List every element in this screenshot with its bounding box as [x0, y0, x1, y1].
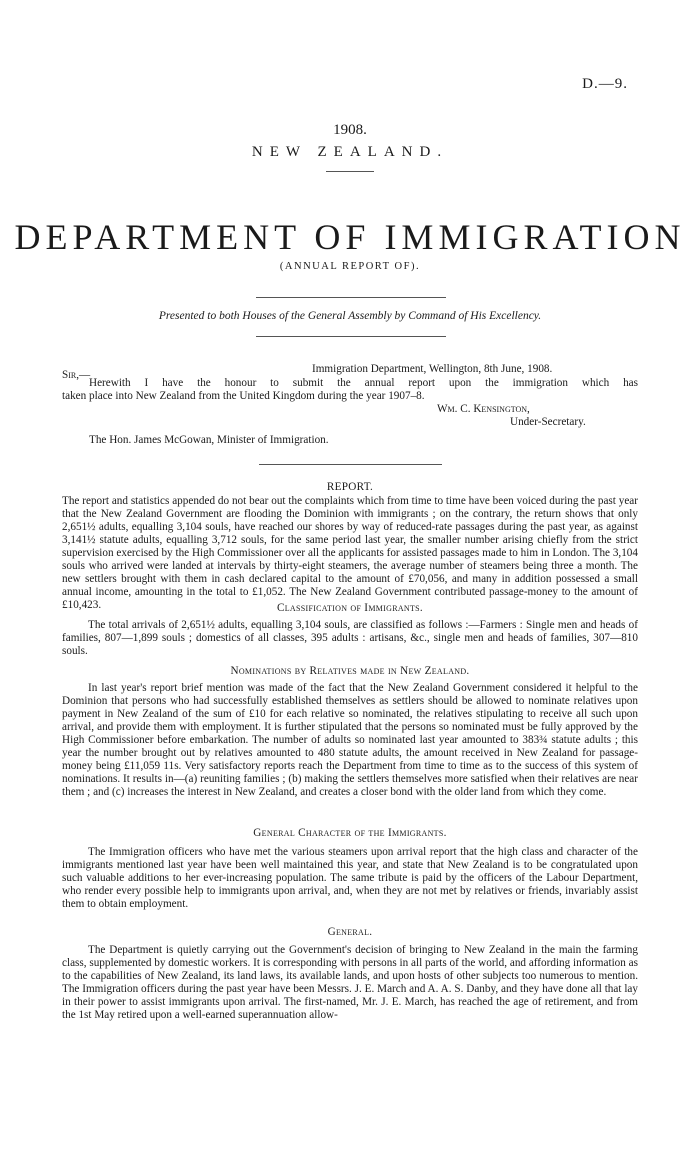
nominations-paragraph: In last year's report brief mention was made of the fact that the New Zealand Government considered it helpful to the Dominion that persons who had successfully established themselves as settlers should be allowed to nominate relatives upon payment in New Zealand of the sum of £10 for each relative so nominated, the relatives stipulating to receive all such upon arrival, and provide them with employment. It is further stipulated that the persons so nominated must be fully approved by the High Commissioner before embarkation. The number of adults so nominated last year amounted to 383¾ statute adults ; this year the number brought out by relatives amounted to 480 statute adults, the amount received in New Zealand for passage-money being £11,059 11s. Very satisfactory reports reach the Department from time to time as to the success of this system of nominations. It results in—(a) reuniting families ; (b) making the settlers themselves more satisfied when their relatives are near them ; and (c) increases the interest in New Zealand, and creates a closer bond with the older land from which they come. — [62, 682, 638, 799]
document-title: DEPARTMENT OF IMMIGRATION — [14, 217, 686, 257]
letter-divider — [259, 464, 442, 465]
classification-section — [62, 619, 638, 658]
letter-addressee: The Hon. James McGowan, Minister of Immigration. — [89, 434, 329, 446]
document-subtitle: (ANNUAL REPORT OF). — [279, 261, 421, 272]
letter-place-date: Immigration Department, Wellington, 8th June, 1908. — [312, 363, 553, 375]
general-heading: General. — [327, 926, 373, 938]
general-character-section — [62, 846, 638, 911]
country-heading: NEW ZEALAND. — [251, 144, 449, 160]
report-section — [62, 495, 638, 612]
letter-signatory-title: Under-Secretary. — [510, 416, 586, 428]
classification-heading: Classification of Immigrants. — [276, 602, 424, 614]
page-reference: D.—9. — [582, 76, 628, 92]
classification-paragraph: The total arrivals of 2,651½ adults, equalling 3,104 souls, are classified as follows :—Farmers : Single men and heads of families, 807—1,899 souls ; domestics of all classes, 395 adults : artisans, &c., single men and heads of families, 307—810 souls. — [62, 619, 638, 658]
short-divider — [326, 171, 374, 172]
general-character-heading: General Character of the Immigrants. — [253, 827, 447, 839]
nominations-section — [62, 682, 638, 799]
nominations-heading: Nominations by Relatives made in New Zealand. — [230, 665, 470, 677]
letter-signatory: Wm. C. Kensington, — [437, 403, 530, 415]
letter-body-line: Herewith I have the honour to submit the annual report upon the immigration which has — [89, 377, 638, 389]
document-year: 1908. — [333, 122, 367, 138]
general-character-paragraph: The Immigration officers who have met the various steamers upon arrival report that the high class and character of the immigrants mentioned last year have been well maintained this year, and state that New Zealand is to be congratulated upon such valuable additions to her ever-increasing population. The same tribute is paid by the officers of the Labour Department, who render every possible help to immigrants upon arrival, and, when they are not met by relatives or friends, invariably assist them to obtain employment. — [62, 846, 638, 911]
letter-salutation: Sir,— — [62, 369, 91, 381]
general-section — [62, 944, 638, 1022]
presented-statement: Presented to both Houses of the General Assembly by Command of His Excellency. — [158, 310, 542, 322]
report-heading: REPORT. — [326, 481, 374, 493]
general-paragraph: The Department is quietly carrying out the Government's decision of bringing to New Zealand in the main the farming class, supplemented by domestic workers. It is corresponding with persons in all parts of the world, and affording information as to the capabilities of New Zealand, its land laws, its available lands, and upon hosts of other subjects too numerous to mention. The Immigration officers during the past year have been Messrs. J. E. March and A. A. S. Danby, and they have done all that lay in their power to assist immigrants upon arrival. The first-named, Mr. J. E. March, has reached the age of retirement, and from the 1st May retired upon a well-earned superannuation allow- — [62, 944, 638, 1022]
report-paragraph: The report and statistics appended do not bear out the complaints which from time to time have been voiced during the past year that the New Zealand Government are flooding the Dominion with immigrants ; on the contrary, the return shows that only 2,651½ adults, equalling 3,104 souls, have reached our shores by way of reduced-rate passages during the past year, as against 3,141½ statute adults, equalling 3,712 souls, for the same period last year, the smaller number arising chiefly from the strict supervision exercised by the High Commissioner over all the applicants for assisted passages made to him in London. The 3,104 souls who arrived were landed at intervals by thirty-eight steamers, the average number of steamers being three a month. The new settlers brought with them in cash declared capital to the amount of £70,056, and many in addition possessed a small annual income, amounting in the total to £1,052. The New Zealand Government contributed passage-money to the amount of £10,423. — [62, 495, 638, 612]
title-divider — [256, 297, 446, 298]
letter-body-line: taken place into New Zealand from the United Kingdom during the year 1907–8. — [62, 390, 425, 402]
presented-divider — [256, 336, 446, 337]
